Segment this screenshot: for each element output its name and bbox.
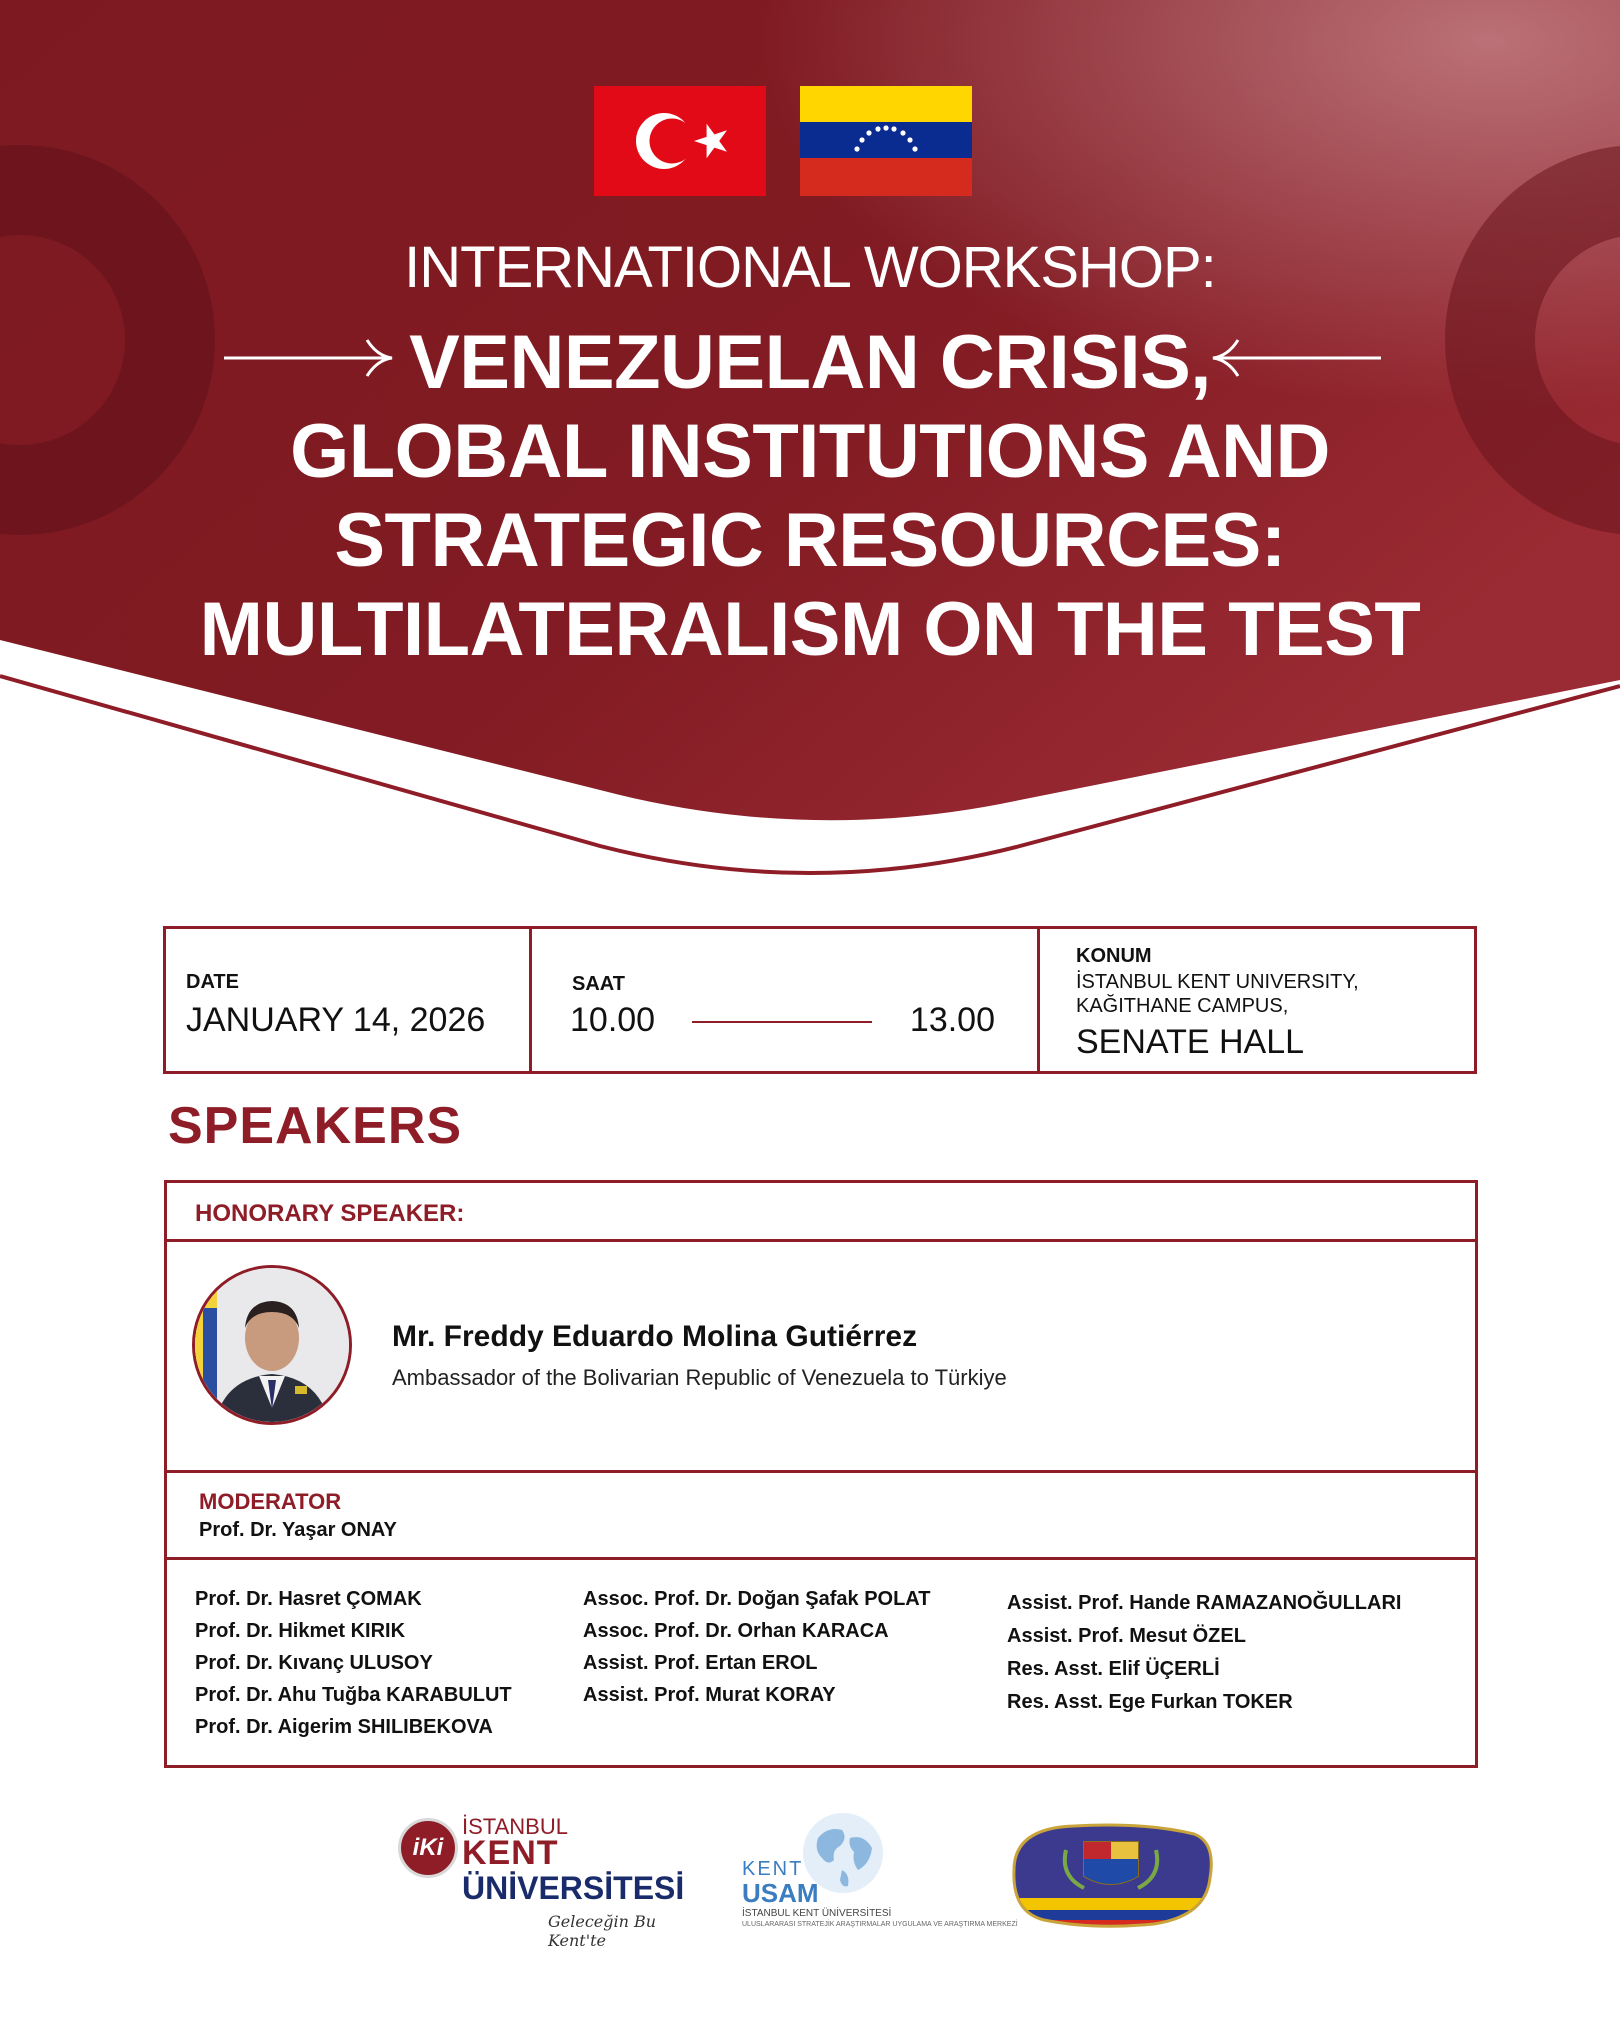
honorary-speaker-label: HONORARY SPEAKER: [195,1200,465,1227]
time-cell [532,929,1040,1071]
participant-name: Prof. Dr. Hikmet KIRIK [195,1620,406,1642]
participant-name: Assist. Prof. Mesut ÖZEL [1007,1625,1246,1647]
location-line: KAĞITHANE CAMPUS, [1076,995,1289,1017]
time-start: 10.00 [570,1001,656,1039]
kent-logo-text: İSTANBUL [462,1814,568,1839]
participant-name: Res. Asst. Ege Furkan TOKER [1007,1691,1293,1713]
speakers-box [164,1180,1478,1768]
kent-mark: iKi [398,1818,458,1878]
location-line: İSTANBUL KENT UNIVERSITY, [1076,971,1359,993]
usam-logo-subtitle: İSTANBUL KENT ÜNİVERSİTESİ [742,1908,892,1919]
event-info-box [163,926,1477,1074]
participant-name: Prof. Dr. Hasret ÇOMAK [195,1588,422,1610]
venezuela-flag [800,86,972,196]
kent-tagline: Geleceğin Bu Kent'te [548,1912,657,1950]
location-label: KONUM [1076,945,1152,967]
time-divider [692,1021,872,1023]
participant-name: Prof. Dr. Aigerim SHILIBEKOVA [195,1716,493,1738]
time-label: SAAT [572,973,625,995]
participant-name: Prof. Dr. Kıvanç ULUSOY [195,1652,433,1674]
location-cell [1040,929,1474,1071]
event-title-line: STRATEGIC RESOURCES: [334,498,1286,583]
honorary-speaker-title: Ambassador of the Bolivarian Republic of Venezuela to Türkiye [392,1365,1007,1390]
usam-logo-subtitle: ULUSLARARASI STRATEJİK ARAŞTIRMALAR UYGULAMA VE ARAŞTIRMA MERKEZİ [742,1921,1018,1928]
participant-name: Prof. Dr. Ahu Tuğba KARABULUT [195,1684,512,1706]
arrow-left-icon [1208,338,1383,378]
time-end: 13.00 [909,1001,995,1039]
speakers-heading: SPEAKERS [168,1097,463,1155]
participant-name: Assoc. Prof. Dr. Doğan Şafak POLAT [583,1588,931,1610]
istanbul-kent-university-logo [398,1812,698,1950]
divider [167,1470,1475,1473]
divider [167,1557,1475,1560]
arrow-right-icon [222,338,397,378]
event-type-title: INTERNATIONAL WORKSHOP: [404,235,1216,300]
usam-logo-text: KENT [742,1858,804,1880]
kent-usam-logo [740,1808,1018,1938]
participant-name: Assist. Prof. Ertan EROL [583,1652,818,1674]
kent-logo-text: KENT [462,1834,559,1872]
speaker-photo [192,1265,352,1425]
usam-logo-text: USAM [742,1878,819,1908]
participant-name: Res. Asst. Elif ÜÇERLİ [1007,1658,1220,1680]
event-title-line: VENEZUELAN CRISIS, [409,320,1211,405]
participant-name: Assist. Prof. Hande RAMAZANOĞULLARI [1007,1592,1402,1614]
turkey-flag [594,86,766,196]
person-icon [195,1268,349,1422]
kent-logo-text: ÜNİVERSİTESİ [462,1870,685,1906]
participants-column [195,1583,512,1743]
date-value: JANUARY 14, 2026 [186,1001,486,1039]
event-title-line: GLOBAL INSTITUTIONS AND [290,409,1330,494]
location-hall: SENATE HALL [1076,1023,1305,1061]
venezuela-coat-of-arms-emblem [1004,1820,1218,1932]
participants-column [1007,1587,1401,1719]
participants-column [583,1583,930,1711]
date-label: DATE [186,971,239,993]
divider [167,1239,1475,1242]
date-cell [166,929,532,1071]
moderator-label: MODERATOR [199,1489,342,1514]
moderator-name: Prof. Dr. Yaşar ONAY [199,1519,397,1541]
event-title-line: MULTILATERALISM ON THE TEST [199,587,1421,672]
participant-name: Assist. Prof. Murat KORAY [583,1684,836,1706]
participant-name: Assoc. Prof. Dr. Orhan KARACA [583,1620,889,1642]
honorary-speaker-name: Mr. Freddy Eduardo Molina Gutiérrez [392,1320,918,1353]
